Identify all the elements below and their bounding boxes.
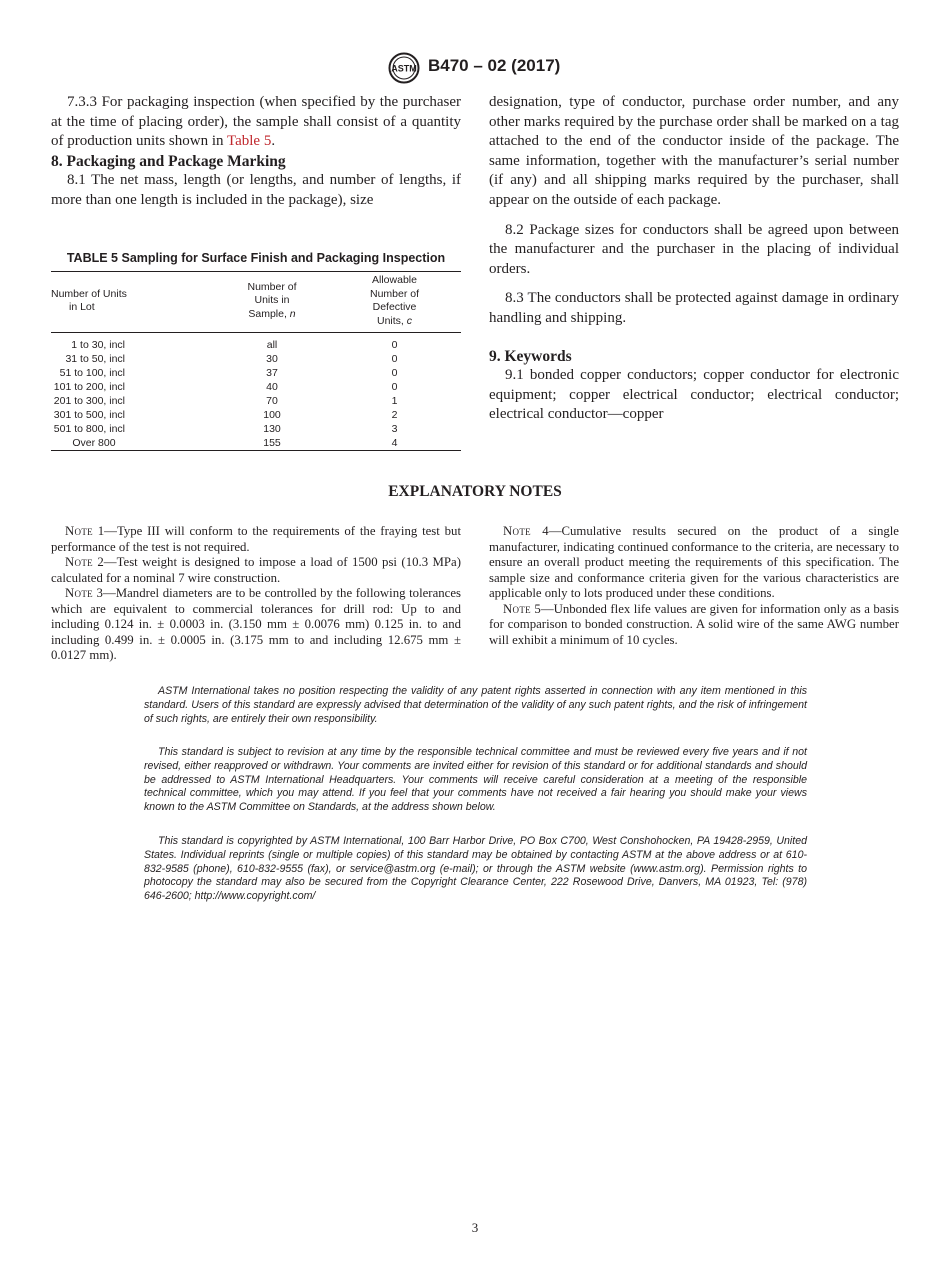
table-5-link[interactable]: Table 5 — [226, 133, 272, 150]
table-row: 1 to 30, incl all 0 — [71, 338, 398, 351]
table-row: 201 to 300, incl 70 1 — [53, 394, 398, 407]
astm-logo — [385, 52, 423, 84]
note-5: Note 5—Unbonded flex life values are given for information only as a basis for comparison to bonded construction. A solid wire of the same AWG number will exhibit a minimum of 10 cycles. — [489, 601, 899, 647]
paragraph-8-1: 8.1 The net mass, length (or lengths, and number of lengths, if more than one length is included in the package), size — [51, 172, 461, 208]
table-header-row — [51, 272, 461, 333]
header-defective-units: Allowable Number of Defective Units, c — [369, 274, 420, 327]
table-row: 501 to 800, incl 130 3 — [53, 422, 398, 435]
note-4: Note 4—Cumulative results secured on the product of a single manufacturer, indicating continued conformance to the criteria, are necessary to ensure an overall product meeting the requirements of this specification. The sample size and conformance criteria given for the various characteristics are applicable only to lots produced under these conditions. — [489, 524, 899, 600]
notes-left-column — [51, 524, 461, 664]
right-column — [489, 93, 899, 425]
page-number: 3 — [471, 1220, 479, 1235]
table-row: 31 to 50, incl 30 0 — [65, 352, 398, 365]
header-units-in-lot: Number of Units in Lot — [51, 287, 127, 314]
note-3: Note 3—Mandrel diameters are to be controlled by the following tolerances which are equivalent to commercial tolerances for drill rod: Up to and including 0.124 in. ± 0.0003 in. (3.150 mm ± 0.0076 mm) 0.125 in. to and including 0.499 in. ± 0.0005 in. (3.175 mm to and including 12.675 mm ± 0.0127 mm). — [51, 586, 461, 662]
notes-right-column — [489, 524, 899, 648]
left-column — [51, 93, 461, 211]
table-row: Over 800 155 4 — [72, 436, 398, 449]
paragraph-9-1: 9.1 bonded copper conductors; copper conductor for electronic equipment; copper electrical conductor; electrical conductor; electrical conductor—copper — [489, 367, 899, 423]
note-1: Note 1—Type III will conform to the requirements of the fraying test but performance of the test is not required. — [51, 524, 461, 554]
svg-text:ASTM: ASTM — [391, 63, 417, 74]
paragraph-8-2: 8.2 Package sizes for conductors shall be agreed upon between the manufacturer and the purchaser in the placing of individual orders. — [489, 221, 899, 277]
revision-notice: This standard is subject to revision at any time by the responsible technical committee and must be reviewed every five years and if not revised, either reapproved or withdrawn. Your comments are invited either for revision of this standard or for additional standards and should be addressed to ASTM International Headquarters. Your comments will receive careful consideration at a meeting of the responsible technical committee, which you may attend. If you feel that your comments have not received a fair hearing you should make your views known to the ASTM Committee on Standards, at the address shown below. — [144, 746, 807, 814]
standard-designation: B470 – 02 (2017) — [428, 56, 561, 75]
explanatory-notes-title: EXPLANATORY NOTES — [388, 483, 562, 500]
paragraph-8-3: 8.3 The conductors shall be protected against damage in ordinary handling and shipping. — [489, 290, 899, 326]
table-row: 51 to 100, incl 37 0 — [59, 366, 398, 379]
page-header — [0, 52, 950, 86]
copyright-notice: This standard is copyrighted by ASTM International, 100 Barr Harbor Drive, PO Box C700, West Conshohocken, PA 19428-2959, United States. Individual reprints (single or multiple copies) of this standard may be obtained by contacting ASTM at the above address or at 610-832-9585 (phone), 610-832-9555 (fax), or service@astm.org (e-mail); or through the ASTM website (www.astm.org). Permission rights to photocopy the standard may also be secured from the Copyright Clearance Center, 222 Rosewood Drive, Danvers, MA 01923, Tel: (978) 646-2600; http://www.copyright.com/ — [144, 835, 807, 903]
section-9-heading: 9. Keywords — [489, 347, 572, 365]
paragraph-8-1-continued: designation, type of conductor, purchase order number, and any other marks required by the purchase order shall be marked on a tag attached to the end of the conductor inside of the package. The same information, together with the manufacturer’s serial number (if any) and all shipping marks required by the purchaser, shall appear on the outside of each package. — [489, 94, 899, 208]
table-5 — [51, 271, 461, 451]
paragraph-7-3-3: 7.3.3 For packaging inspection (when specified by the purchaser at the time of placing order), the sample shall consist of a quantity of production units shown in Table 5. — [51, 94, 461, 150]
table-5-caption: TABLE 5 Sampling for Surface Finish and Packaging Inspection — [66, 251, 446, 265]
table-row: 101 to 200, incl 40 0 — [53, 380, 398, 393]
patent-disclaimer: ASTM International takes no position respecting the validity of any patent rights asserted in connection with any item mentioned in this standard. Users of this standard are expressly advised that determination of the validity of any such patent rights, and the risk of infringement of such rights, are entirely their own responsibility. — [144, 685, 807, 725]
section-8-heading: 8. Packaging and Package Marking — [51, 152, 286, 170]
note-2: Note 2—Test weight is designed to impose a load of 1500 psi (10.3 MPa) calculated for a nominal 7 wire construction. — [51, 555, 461, 585]
table-row: 301 to 500, incl 100 2 — [53, 408, 398, 421]
header-units-in-sample: Number of Units in Sample, n — [247, 280, 297, 320]
